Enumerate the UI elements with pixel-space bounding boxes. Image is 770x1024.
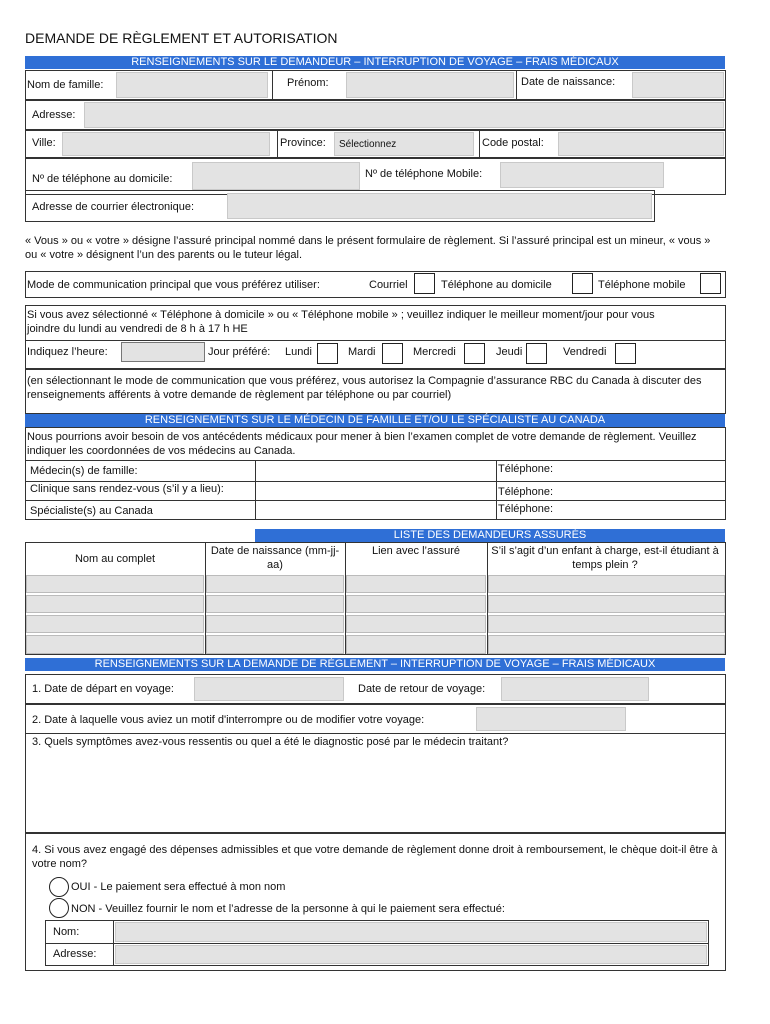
- province-select[interactable]: [334, 132, 474, 156]
- vous-definition-text: « Vous » ou « votre » désigne l’assuré principal nommé dans le présent formulaire de règlement. Si l’assuré principal est un mineur, « vous » ou « votre » désignent l’un des parents ou le tuteur légal.: [25, 235, 711, 261]
- birth-date-label: Date de naissance:: [521, 76, 616, 88]
- last-name-label: Nom de famille:: [27, 79, 104, 91]
- day-monday-checkbox[interactable]: [317, 343, 338, 364]
- col-birth-date: Date de naissance (mm-jj-aa): [210, 545, 340, 571]
- insured-row1-birth[interactable]: [206, 575, 344, 593]
- insured-row4-relation[interactable]: [346, 635, 486, 654]
- day-wednesday-checkbox[interactable]: [464, 343, 485, 364]
- insured-row3-relation[interactable]: [346, 615, 486, 633]
- interruption-date-label: 2. Date à laquelle vous aviez un motif d'interrompre ou de modifier votre voyage:: [32, 714, 425, 726]
- first-name-field[interactable]: [346, 72, 514, 98]
- insured-row2-birth[interactable]: [206, 595, 344, 613]
- clinic-phone-label: Téléphone:: [498, 486, 554, 498]
- first-name-label: Prénom:: [287, 77, 329, 89]
- symptoms-label: 3. Quels symptômes avez-vous ressentis ou quel a été le diagnostic posé par le médecin traitant?: [32, 736, 509, 748]
- payee-name-label: Nom:: [53, 926, 80, 938]
- day-friday-label: Vendredi: [563, 346, 607, 358]
- postal-code-label: Code postal:: [482, 137, 544, 149]
- payee-address-label: Adresse:: [53, 948, 97, 960]
- option-mobile-phone-label: Téléphone mobile: [598, 279, 686, 291]
- doctor-intro-text: Nous pourrions avoir besoin de vos antécédents médicaux pour mener à bien l’examen complet de votre demande de règlement. Veuillez indiquer les coordonnées de vos médecins au Canada.: [27, 431, 697, 457]
- day-thursday-checkbox[interactable]: [526, 343, 547, 364]
- insured-row2-student[interactable]: [488, 595, 725, 613]
- return-date-label: Date de retour de voyage:: [358, 683, 486, 695]
- city-label: Ville:: [32, 137, 56, 149]
- insured-row4-birth[interactable]: [206, 635, 344, 654]
- day-friday-checkbox[interactable]: [615, 343, 636, 364]
- insured-row3-student[interactable]: [488, 615, 725, 633]
- doctor-section-header: RENSEIGNEMENTS SUR LE MÉDECIN DE FAMILLE ET/OU LE SPÉCIALISTE AU CANADA: [25, 414, 725, 427]
- day-monday-label: Lundi: [285, 346, 312, 358]
- insured-list-header: LISTE DES DEMANDEURS ASSURÉS: [255, 529, 725, 542]
- insured-row1-relation[interactable]: [346, 575, 486, 593]
- preferred-day-label: Jour préféré:: [208, 346, 271, 358]
- province-select-value: Sélectionnez: [339, 139, 397, 150]
- family-doctor-phone-label: Téléphone:: [498, 463, 554, 475]
- option-home-phone-label: Téléphone au domicile: [441, 279, 552, 291]
- payment-yes-radio[interactable]: [49, 877, 69, 897]
- payment-no-radio[interactable]: [49, 898, 69, 918]
- col-relationship: Lien avec l’assuré: [371, 545, 461, 557]
- mobile-phone-label: Nº de téléphone Mobile:: [365, 168, 483, 180]
- departure-date-field[interactable]: [194, 677, 344, 701]
- insured-row1-name[interactable]: [26, 575, 204, 593]
- birth-date-field[interactable]: [632, 72, 724, 98]
- col-student: S’il s’agit d’un enfant à charge, est-il étudiant à temps plein ?: [491, 545, 719, 571]
- day-wednesday-label: Mercredi: [413, 346, 456, 358]
- day-tuesday-checkbox[interactable]: [382, 343, 403, 364]
- payee-name-field[interactable]: [115, 922, 707, 942]
- authorization-text: (en sélectionnant le mode de communication que vous préférez, vous autorisez la Compagnie d’assurance RBC du Canada à discuter des renseignements afférents à votre demande de règlement par téléphone ou par courriel): [27, 375, 702, 401]
- home-phone-label: Nº de téléphone au domicile:: [32, 173, 173, 185]
- province-label: Province:: [280, 137, 326, 149]
- home-phone-field[interactable]: [192, 162, 360, 190]
- last-name-field[interactable]: [116, 72, 268, 98]
- hour-label: Indiquez l’heure:: [27, 346, 108, 358]
- insured-row2-relation[interactable]: [346, 595, 486, 613]
- insured-row4-name[interactable]: [26, 635, 204, 654]
- insured-row4-student[interactable]: [488, 635, 725, 654]
- address-label: Adresse:: [32, 109, 76, 121]
- payment-no-label: NON - Veuillez fournir le nom et l’adresse de la personne à qui le paiement sera effectué:: [71, 903, 505, 915]
- payment-question: 4. Si vous avez engagé des dépenses admissibles et que votre demande de règlement donne droit à remboursement, le chèque doit-il être à votre nom?: [32, 844, 718, 870]
- walk-in-clinic-label: Clinique sans rendez-vous (s’il y a lieu):: [30, 483, 224, 495]
- city-field[interactable]: [62, 132, 270, 156]
- payee-address-field[interactable]: [115, 945, 707, 964]
- page-title: DEMANDE DE RÈGLEMENT ET AUTORISATION: [25, 30, 338, 46]
- departure-date-label: 1. Date de départ en voyage:: [32, 683, 174, 695]
- interruption-date-field[interactable]: [476, 707, 626, 731]
- hour-field[interactable]: [121, 342, 205, 362]
- return-date-field[interactable]: [501, 677, 649, 701]
- option-email-checkbox[interactable]: [414, 273, 435, 294]
- option-mobile-phone-checkbox[interactable]: [700, 273, 721, 294]
- postal-code-field[interactable]: [558, 132, 724, 156]
- symptoms-box[interactable]: [25, 733, 726, 833]
- family-doctor-label: Médecin(s) de famille:: [30, 465, 138, 477]
- day-tuesday-label: Mardi: [348, 346, 376, 358]
- option-home-phone-checkbox[interactable]: [572, 273, 593, 294]
- specialist-label: Spécialiste(s) au Canada: [30, 505, 153, 517]
- col-full-name: Nom au complet: [74, 553, 156, 565]
- contact-mode-label: Mode de communication principal que vous préférez utiliser:: [27, 279, 320, 291]
- insured-row2-name[interactable]: [26, 595, 204, 613]
- address-field[interactable]: [84, 102, 724, 128]
- insured-row1-student[interactable]: [488, 575, 725, 593]
- specialist-phone-label: Téléphone:: [498, 503, 554, 515]
- email-field[interactable]: [227, 193, 652, 219]
- email-label: Adresse de courrier électronique:: [32, 201, 195, 213]
- day-thursday-label: Jeudi: [496, 346, 523, 358]
- mobile-phone-field[interactable]: [500, 162, 664, 188]
- applicant-section-header: RENSEIGNEMENTS SUR LE DEMANDEUR – INTERRUPTION DE VOYAGE – FRAIS MÉDICAUX: [25, 56, 725, 69]
- payment-yes-label: OUI - Le paiement sera effectué à mon nom: [71, 881, 286, 893]
- insured-row3-name[interactable]: [26, 615, 204, 633]
- availability-instructions: Si vous avez sélectionné « Téléphone à domicile » ou « Téléphone mobile » ; veuillez indiquer le meilleur moment/jour pour vous joindre du lundi au vendredi de 8 h à 17 h HE: [27, 309, 655, 335]
- option-email-label: Courriel: [369, 279, 408, 291]
- claim-section-header: RENSEIGNEMENTS SUR LA DEMANDE DE RÈGLEMENT – INTERRUPTION DE VOYAGE – FRAIS MÉDICAUX: [25, 658, 725, 671]
- insured-row3-birth[interactable]: [206, 615, 344, 633]
